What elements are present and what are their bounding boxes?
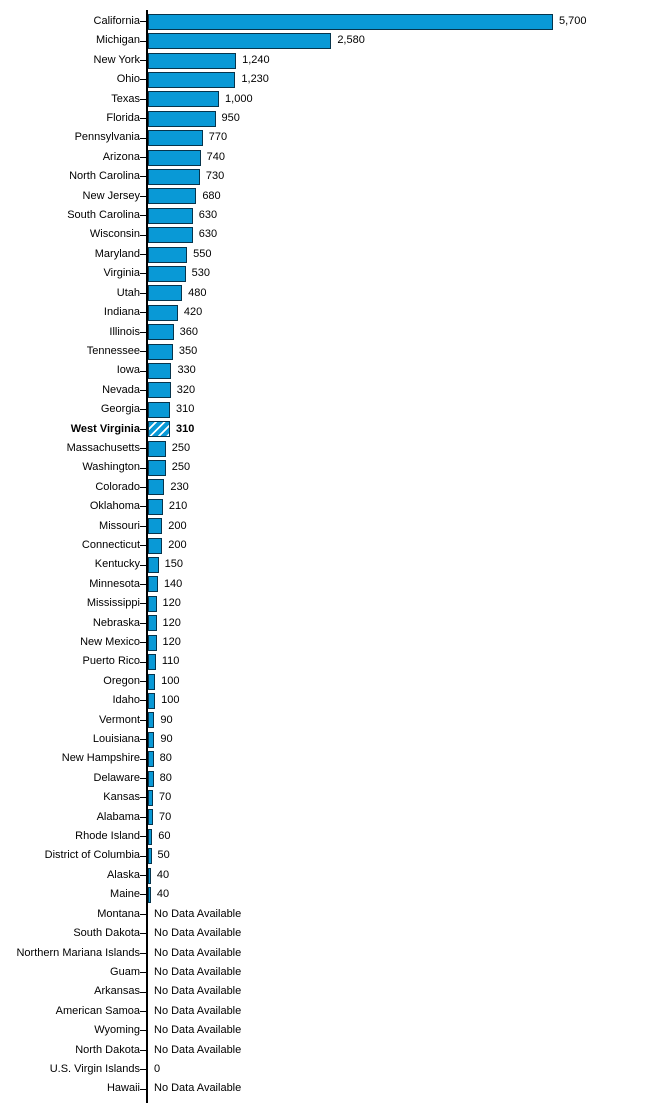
value-label: 630: [198, 228, 218, 241]
category-label: Tennessee: [86, 344, 140, 357]
value-label: 320: [176, 383, 196, 396]
bar[interactable]: [148, 576, 158, 592]
chart-row: [0, 478, 650, 497]
category-label: Idaho: [112, 694, 140, 707]
category-label: Washington: [82, 461, 140, 474]
chart-row: [0, 420, 650, 439]
axis-tick: [140, 700, 146, 701]
chart-row: [0, 225, 650, 244]
axis-tick: [140, 99, 146, 100]
axis-tick: [140, 526, 146, 527]
no-data-label: No Data Available: [154, 1024, 242, 1037]
bar[interactable]: [148, 693, 155, 709]
chart-row: [0, 284, 650, 303]
category-label: Missouri: [99, 519, 140, 532]
category-label: Montana: [97, 907, 140, 920]
category-label: Alaska: [106, 868, 140, 881]
axis-tick: [140, 312, 146, 313]
bar[interactable]: [148, 188, 196, 204]
category-label: Maine: [110, 888, 140, 901]
chart-row: [0, 1060, 650, 1079]
category-label: American Samoa: [55, 1004, 140, 1017]
value-label: 150: [164, 558, 184, 571]
category-label: North Carolina: [69, 170, 140, 183]
bar[interactable]: [148, 208, 193, 224]
category-label: Florida: [106, 112, 140, 125]
chart-row: [0, 90, 650, 109]
axis-tick: [140, 41, 146, 42]
bar[interactable]: [148, 72, 235, 88]
bar[interactable]: [148, 596, 157, 612]
category-label: Northern Mariana Islands: [16, 946, 140, 959]
chart-row: [0, 846, 650, 865]
axis-tick: [140, 914, 146, 915]
bar[interactable]: [148, 654, 156, 670]
chart-row: [0, 187, 650, 206]
no-data-label: No Data Available: [154, 927, 242, 940]
bar[interactable]: [148, 829, 152, 845]
chart-row: [0, 982, 650, 1001]
chart-row: [0, 400, 650, 419]
axis-tick: [140, 992, 146, 993]
chart-row: [0, 769, 650, 788]
bar[interactable]: [148, 169, 200, 185]
bar[interactable]: [148, 790, 153, 806]
no-data-label: No Data Available: [154, 1082, 242, 1095]
category-label: Rhode Island: [75, 830, 140, 843]
axis-tick: [140, 235, 146, 236]
bar[interactable]: [148, 91, 219, 107]
value-label: 110: [161, 655, 180, 668]
chart-row: [0, 633, 650, 652]
chart-row: [0, 730, 650, 749]
axis-tick: [140, 468, 146, 469]
bar[interactable]: [148, 344, 173, 360]
bar[interactable]: [148, 324, 174, 340]
value-label: 250: [171, 441, 191, 454]
axis-tick: [140, 856, 146, 857]
chart-row: [0, 167, 650, 186]
axis-tick: [140, 603, 146, 604]
category-label: Alabama: [96, 810, 140, 823]
bar[interactable]: [148, 635, 157, 651]
category-label: District of Columbia: [44, 849, 140, 862]
axis-tick: [140, 79, 146, 80]
value-label: 730: [205, 170, 225, 183]
axis-tick: [140, 21, 146, 22]
chart-row: [0, 1021, 650, 1040]
chart-row: [0, 711, 650, 730]
chart-row: [0, 51, 650, 70]
axis-tick: [140, 817, 146, 818]
value-label: 50: [157, 849, 170, 862]
bar[interactable]: [148, 479, 164, 495]
chart-row: [0, 749, 650, 768]
value-label: 550: [193, 247, 212, 260]
axis-tick: [140, 720, 146, 721]
chart-row: [0, 963, 650, 982]
category-label: Massachusetts: [66, 441, 140, 454]
axis-tick: [140, 778, 146, 779]
category-label: Nevada: [102, 383, 140, 396]
chart-row: [0, 109, 650, 128]
value-label: 1,230: [241, 73, 269, 86]
bar[interactable]: [148, 285, 182, 301]
category-label: New Mexico: [80, 636, 140, 648]
axis-tick: [140, 1069, 146, 1070]
chart-row: [0, 866, 650, 885]
chart-row: [0, 691, 650, 710]
value-label: 310: [176, 403, 195, 416]
value-label: 1,240: [242, 53, 270, 66]
value-label: 210: [168, 500, 188, 513]
chart-row: [0, 497, 650, 516]
chart-row: [0, 12, 650, 31]
chart-row: [0, 924, 650, 943]
axis-tick: [140, 157, 146, 158]
value-label: 350: [178, 344, 198, 357]
value-label: 100: [161, 694, 180, 707]
axis-tick: [140, 972, 146, 973]
axis-tick: [140, 118, 146, 119]
chart-row: [0, 31, 650, 50]
category-label: Delaware: [93, 771, 140, 784]
chart-row: [0, 148, 650, 167]
value-label: 420: [183, 306, 203, 319]
chart-row: [0, 905, 650, 924]
bar[interactable]: [148, 150, 201, 166]
axis-tick: [140, 894, 146, 895]
axis-tick: [140, 351, 146, 352]
category-label: Oklahoma: [89, 500, 140, 513]
chart-row: [0, 827, 650, 846]
category-label: Louisiana: [92, 733, 140, 746]
bar[interactable]: [148, 615, 157, 631]
value-label: 200: [168, 538, 187, 551]
category-label: Minnesota: [89, 577, 140, 590]
value-label: 230: [170, 480, 189, 493]
value-label: 0: [154, 1062, 161, 1075]
value-label: 770: [208, 131, 228, 144]
category-label: Virginia: [103, 267, 140, 280]
value-label: 250: [171, 461, 191, 474]
category-label: Pennsylvania: [74, 131, 140, 144]
axis-tick: [140, 739, 146, 740]
chart-rows: [0, 12, 650, 1099]
category-label: Arizona: [102, 150, 140, 163]
bar[interactable]: [148, 402, 170, 418]
axis-tick: [140, 953, 146, 954]
category-label: Wyoming: [94, 1024, 140, 1037]
bar[interactable]: [148, 111, 216, 127]
category-label: Guam: [110, 965, 140, 978]
bar[interactable]: [148, 518, 162, 534]
value-label: 360: [179, 325, 198, 338]
category-label: South Dakota: [73, 927, 140, 940]
category-label: Nebraska: [92, 616, 140, 629]
chart-row: [0, 70, 650, 89]
category-label: New Hampshire: [61, 752, 140, 765]
category-label: Oregon: [103, 674, 140, 687]
chart-row: [0, 536, 650, 555]
category-label: California: [93, 15, 140, 27]
bar[interactable]: [148, 538, 162, 554]
category-label: U.S. Virgin Islands: [49, 1062, 140, 1075]
chart-row: [0, 672, 650, 691]
chart-row: [0, 439, 650, 458]
category-label: Vermont: [99, 713, 140, 726]
chart-row: [0, 575, 650, 594]
chart-row: [0, 517, 650, 536]
axis-tick: [140, 371, 146, 372]
value-label: 80: [159, 752, 172, 765]
bar[interactable]: [148, 809, 153, 825]
axis-tick: [140, 176, 146, 177]
no-data-label: No Data Available: [154, 907, 242, 920]
value-label: 1,000: [225, 92, 253, 105]
bar[interactable]: [148, 460, 166, 476]
category-label: Michigan: [95, 34, 140, 47]
bar[interactable]: [148, 887, 151, 903]
category-label: New Jersey: [82, 189, 140, 202]
axis-tick: [140, 875, 146, 876]
category-label: Puerto Rico: [82, 655, 140, 668]
axis-tick: [140, 933, 146, 934]
category-label: Arkansas: [94, 985, 140, 998]
bar[interactable]: [148, 53, 236, 69]
category-label: North Dakota: [75, 1043, 140, 1056]
value-label: 330: [177, 364, 196, 377]
axis-tick: [140, 797, 146, 798]
chart-row: [0, 303, 650, 322]
bar[interactable]: [148, 441, 166, 457]
value-label: 40: [156, 888, 170, 901]
category-label: Kansas: [103, 791, 140, 804]
bar[interactable]: [148, 868, 151, 884]
value-label: 140: [163, 577, 183, 590]
category-label: South Carolina: [67, 209, 140, 222]
value-label: 120: [162, 597, 181, 610]
chart-row: [0, 323, 650, 342]
value-label: 70: [158, 810, 172, 823]
bar-highlighted[interactable]: [148, 421, 170, 437]
axis-tick: [140, 448, 146, 449]
chart-row: [0, 245, 650, 264]
chart-row: [0, 788, 650, 807]
category-label: Connecticut: [81, 538, 140, 551]
chart-row: [0, 808, 650, 827]
category-label: Texas: [111, 92, 140, 105]
axis-tick: [140, 662, 146, 663]
category-label: West Virginia: [70, 422, 140, 435]
chart-row: [0, 1079, 650, 1098]
axis-tick: [140, 584, 146, 585]
bar[interactable]: [148, 557, 159, 573]
axis-tick: [140, 623, 146, 624]
axis-tick: [140, 1089, 146, 1090]
value-label: 60: [158, 830, 171, 843]
value-label: 120: [162, 636, 181, 648]
axis-tick: [140, 215, 146, 216]
chart-row: [0, 381, 650, 400]
value-label: 950: [221, 112, 240, 125]
bar[interactable]: [148, 674, 155, 690]
bar[interactable]: [148, 266, 186, 282]
axis-tick: [140, 332, 146, 333]
axis-tick: [140, 409, 146, 410]
value-label: 80: [159, 771, 172, 784]
bar[interactable]: [148, 382, 171, 398]
category-label: Kentucky: [94, 558, 140, 571]
chart-row: [0, 1041, 650, 1060]
axis-tick: [140, 196, 146, 197]
value-label: 480: [188, 286, 207, 299]
chart-row: [0, 128, 650, 147]
axis-tick: [140, 60, 146, 61]
axis-tick: [140, 390, 146, 391]
bar[interactable]: [148, 771, 154, 787]
value-label: 40: [156, 868, 170, 881]
category-label: Maryland: [94, 247, 140, 260]
value-label: 120: [162, 616, 181, 629]
chart-row: [0, 944, 650, 963]
chart-row: [0, 594, 650, 613]
chart-row: [0, 342, 650, 361]
axis-tick: [140, 138, 146, 139]
bar[interactable]: [148, 499, 163, 515]
bar[interactable]: [148, 227, 193, 243]
value-label: 630: [198, 209, 218, 222]
category-label: Mississippi: [86, 597, 140, 610]
chart-row: [0, 885, 650, 904]
axis-tick: [140, 293, 146, 294]
no-data-label: No Data Available: [154, 965, 242, 978]
bar[interactable]: [148, 14, 553, 30]
category-label: Indiana: [103, 306, 140, 319]
axis-tick: [140, 1011, 146, 1012]
category-label: Illinois: [109, 325, 140, 338]
axis-tick: [140, 254, 146, 255]
chart-row: [0, 206, 650, 225]
bar[interactable]: [148, 363, 171, 379]
axis-tick: [140, 1030, 146, 1031]
bar[interactable]: [148, 848, 152, 864]
category-label: Ohio: [116, 73, 140, 86]
axis-tick: [140, 506, 146, 507]
chart-row: [0, 458, 650, 477]
value-label: 2,580: [337, 34, 365, 47]
no-data-label: No Data Available: [154, 946, 242, 959]
axis-tick: [140, 273, 146, 274]
value-label: 310: [176, 422, 195, 435]
no-data-label: No Data Available: [154, 985, 242, 998]
value-label: 70: [158, 791, 172, 804]
axis-tick: [140, 681, 146, 682]
bar[interactable]: [148, 751, 154, 767]
category-label: Wisconsin: [89, 228, 140, 241]
category-label: Colorado: [95, 480, 140, 493]
axis-tick: [140, 642, 146, 643]
bar[interactable]: [148, 247, 187, 263]
bar[interactable]: [148, 130, 203, 146]
chart-row: [0, 614, 650, 633]
value-label: 680: [202, 189, 221, 202]
category-label: New York: [93, 53, 140, 66]
bar[interactable]: [148, 33, 331, 49]
axis-tick: [140, 429, 146, 430]
value-label: 100: [161, 674, 180, 687]
bar[interactable]: [148, 712, 154, 728]
chart-row: [0, 264, 650, 283]
chart-row: [0, 1002, 650, 1021]
axis-tick: [140, 759, 146, 760]
bar[interactable]: [148, 305, 178, 321]
category-label: Utah: [116, 286, 140, 299]
category-label: Iowa: [116, 364, 140, 377]
category-label: Hawaii: [106, 1082, 140, 1095]
value-label: 90: [160, 733, 173, 746]
no-data-label: No Data Available: [154, 1043, 242, 1056]
axis-tick: [140, 1050, 146, 1051]
axis-tick: [140, 836, 146, 837]
axis-tick: [140, 545, 146, 546]
chart-row: [0, 555, 650, 574]
bar[interactable]: [148, 732, 154, 748]
value-label: 90: [160, 713, 173, 726]
value-label: 200: [168, 519, 187, 532]
value-label: 5,700: [559, 15, 587, 27]
category-label: Georgia: [100, 403, 140, 416]
axis-tick: [140, 565, 146, 566]
value-label: 530: [191, 267, 211, 280]
chart-row: [0, 652, 650, 671]
value-label: 740: [206, 150, 225, 163]
chart-row: [0, 361, 650, 380]
no-data-label: No Data Available: [154, 1004, 242, 1017]
axis-tick: [140, 487, 146, 488]
